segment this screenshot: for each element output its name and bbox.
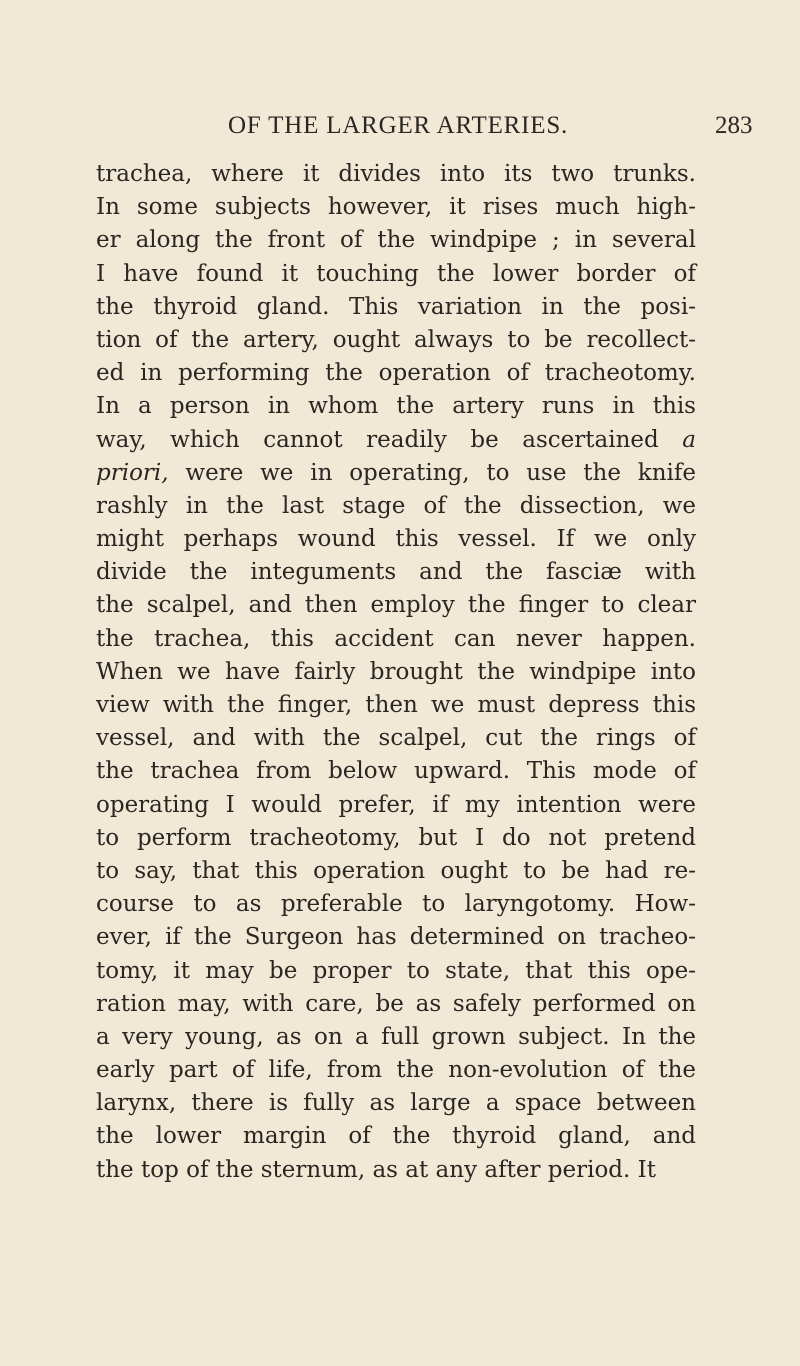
text-line: ever, if the Surgeon has determined on tracheo- [96,924,696,951]
italic-word: a [682,426,697,453]
text-line: trachea, where it divides into its two trunks. [96,161,696,187]
running-head [0,112,800,146]
text-line-part: were we in operating, to use the knife [185,459,696,486]
text-line: might perhaps wound this vessel. If we only [96,526,696,553]
text-line: tion of the artery, ought always to be recollect- [96,326,696,353]
text-line-part: way, which cannot readily be ascertained [96,426,659,453]
italic-word: priori, [96,459,169,486]
text-line: In some subjects however, it rises much high- [96,194,696,221]
text-line: rashly in the last stage of the dissection, we [96,492,696,519]
body-text [96,158,696,1187]
text-line: tomy, it may be proper to state, that this ope- [96,957,696,984]
text-line [96,457,696,490]
text-line: a very young, as on a full grown subject. In the [96,1023,696,1050]
text-line: to say, that this operation ought to be had re- [96,857,696,884]
text-line: larynx, there is fully as large a space between [96,1090,696,1117]
text-line [96,424,696,457]
text-line: ed in performing the operation of tracheotomy. [96,360,696,387]
text-line: view with the finger, then we must depress this [96,692,696,718]
text-line: vessel, and with the scalpel, cut the rings of [96,725,696,752]
text-line: the lower margin of the thyroid gland, and [96,1123,696,1150]
text-line: the trachea from below upward. This mode of [96,758,696,785]
text-line: I have found it touching the lower border of [96,260,696,287]
page-number: 283 [715,112,753,139]
text-line: the trachea, this accident can never happen. [96,625,696,652]
running-title: OF THE LARGER ARTERIES. [228,112,569,139]
text-line: early part of life, from the non-evolution of the [96,1057,696,1084]
text-line: When we have fairly brought the windpipe into [96,658,696,685]
text-line: the scalpel, and then employ the finger to clear [96,592,696,619]
text-line: to perform tracheotomy, but I do not pretend [96,824,696,851]
text-line: er along the front of the windpipe ; in several [96,227,696,254]
text-line: divide the integuments and the fasciæ with [96,559,696,586]
text-line: ration may, with care, be as safely performed on [96,990,696,1017]
text-line: In a person in whom the artery runs in this [96,393,696,420]
text-line: operating I would prefer, if my intention were [96,791,696,818]
text-line: course to as preferable to laryngotomy. How- [96,891,696,918]
text-line: the thyroid gland. This variation in the posi- [96,293,696,320]
text-line: the top of the sternum, as at any after period. It [96,1156,656,1183]
